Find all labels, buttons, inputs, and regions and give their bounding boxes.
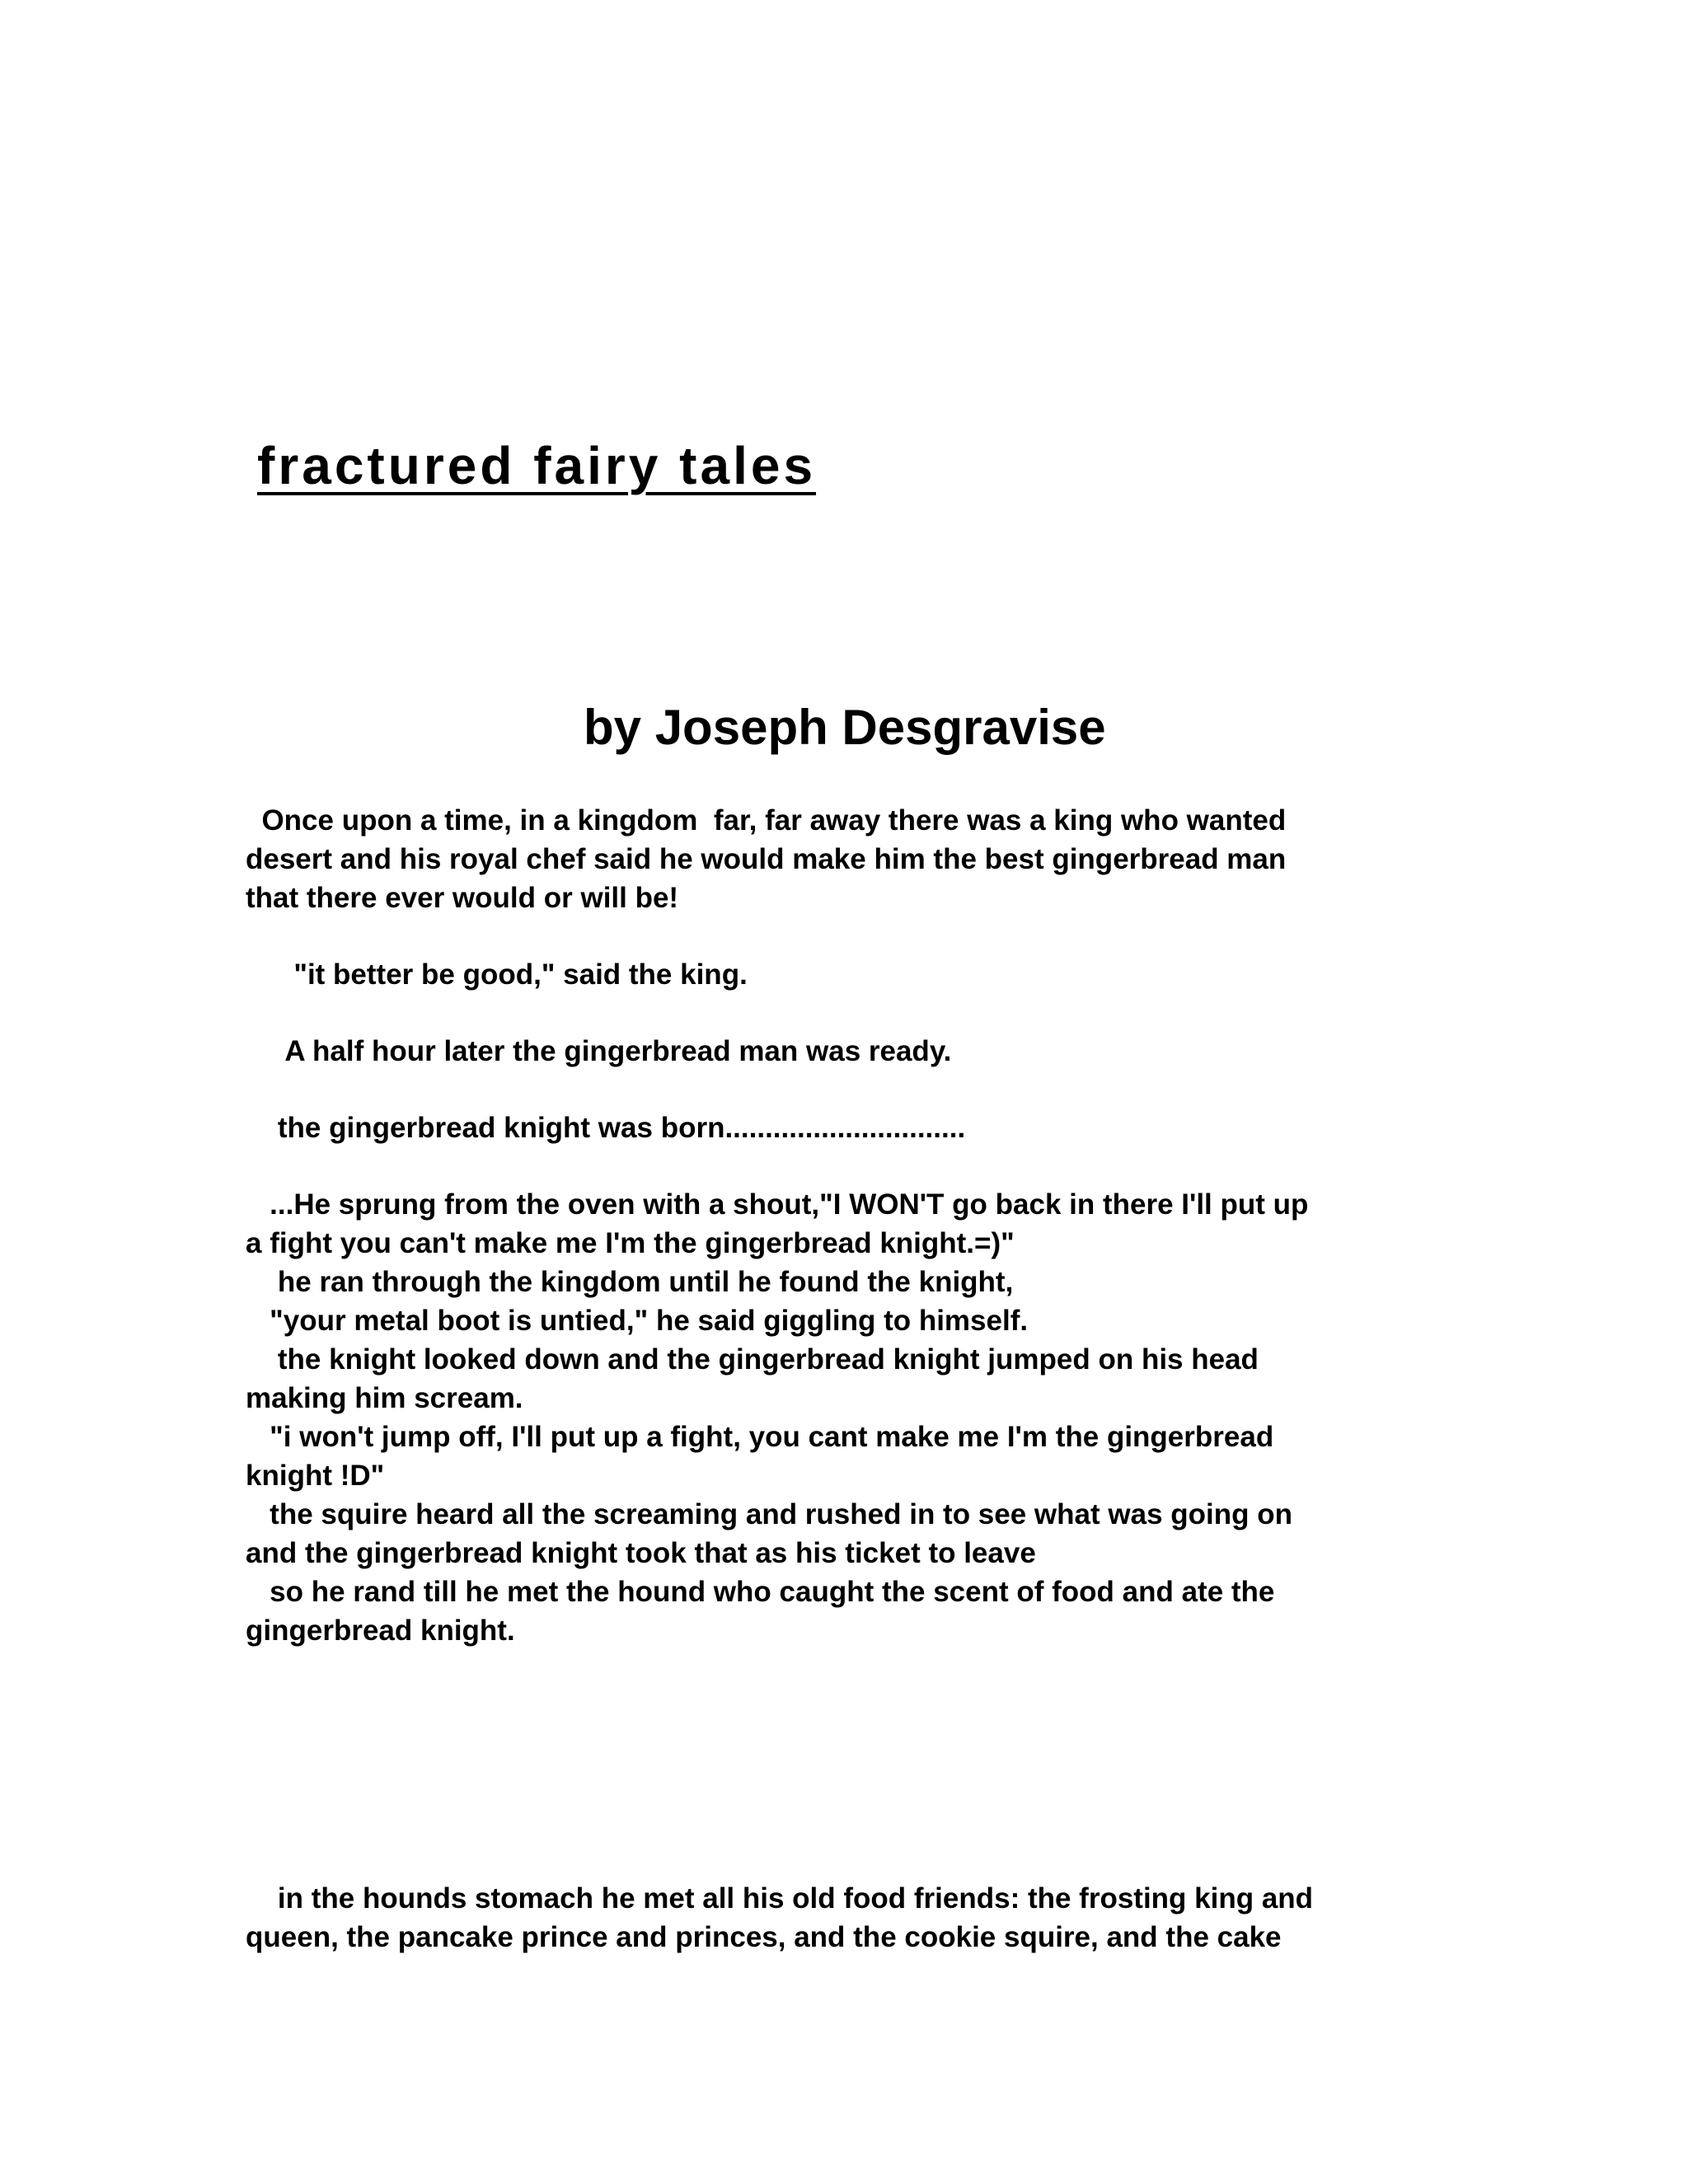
story-line: "i won't jump off, I'll put up a fight, you cant make me I'm the gingerbread: [246, 1421, 1274, 1453]
story-line: he ran through the kingdom until he found the knight,: [246, 1266, 1014, 1298]
story-line: ...He sprung from the oven with a shout,"I WON'T go back in there I'll put up: [246, 1188, 1309, 1221]
story-line: A half hour later the gingerbread man was ready.: [246, 1035, 952, 1067]
story-line: "your metal boot is untied," he said giggling to himself.: [246, 1305, 1029, 1337]
story-line: the squire heard all the screaming and rushed in to see what was going on: [246, 1498, 1292, 1530]
story-line: Once upon a time, in a kingdom far, far away there was a king who wanted: [246, 804, 1287, 837]
story-line: knight !D": [246, 1460, 385, 1492]
story-line: the knight looked down and the gingerbread knight jumped on his head: [246, 1343, 1259, 1376]
story-line: desert and his royal chef said he would make him the best gingerbread man: [246, 843, 1287, 875]
page-title: fractured fairy tales: [257, 436, 817, 495]
story-line: and the gingerbread knight took that as his ticket to leave: [246, 1537, 1036, 1569]
story-line: a fight you can't make me I'm the gingerbread knight.=)": [246, 1227, 1015, 1259]
author-byline: by Joseph Desgravise: [584, 700, 1106, 755]
story-line: queen, the pancake prince and princes, and the cookie squire, and the cake: [246, 1921, 1282, 1953]
story-line: the gingerbread knight was born..............................: [246, 1112, 966, 1144]
story-line: that there ever would or will be!: [246, 882, 679, 914]
story-line: so he rand till he met the hound who caught the scent of food and ate the: [246, 1576, 1275, 1608]
story-line: in the hounds stomach he met all his old food friends: the frosting king and: [246, 1882, 1314, 1915]
story-line: gingerbread knight.: [246, 1615, 515, 1647]
story-line: "it better be good," said the king.: [246, 958, 748, 991]
story-line: making him scream.: [246, 1382, 523, 1414]
